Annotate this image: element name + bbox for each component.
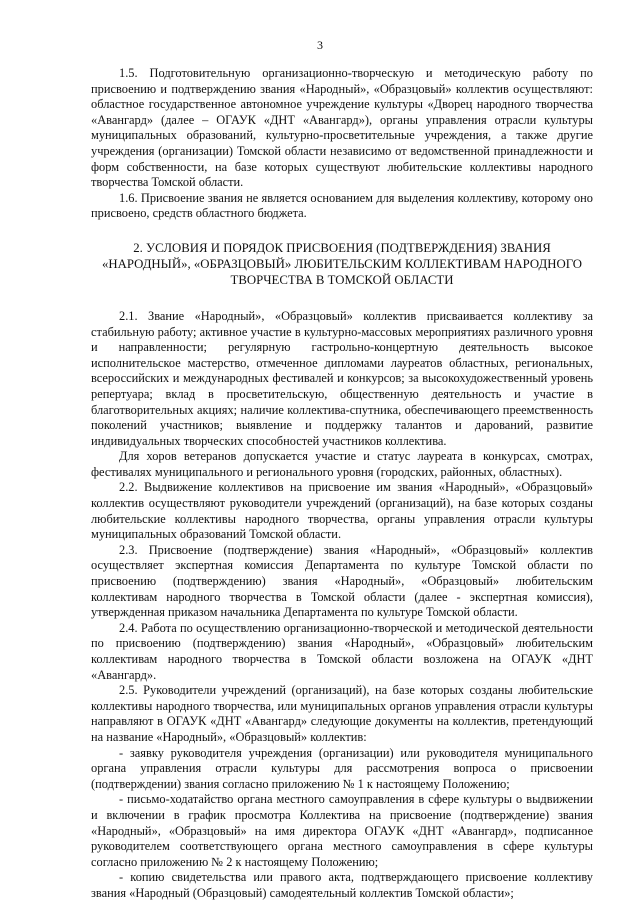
paragraph-2-3: 2.3. Присвоение (подтверждение) звания «Народный», «Образцовый» коллектив осуществляет экспертная комиссия Департамента по культуре Томской области по присвоению (подтверждению) звания «Народный», «Образцовый» любительским коллективам народного творчества в Томской области (далее - экспертная комиссия), утвержденная приказом начальника Департамента по культуре Томской области.: [91, 542, 593, 620]
paragraph-1-6: 1.6. Присвоение звания не является основанием для выделения коллективу, которому оно присвоено, средств областного бюджета.: [91, 190, 593, 221]
section-heading: [91, 240, 593, 288]
paragraph-1-5: 1.5. Подготовительную организационно-творческую и методическую работу по присвоению и подтверждению звания «Народный», «Образцовый» коллектив осуществляют: областное государственное автономное учреждение культуры «Дворец народного творчества «Авангард» (далее – ОГАУК «ДНТ «Авангард»), органы управления отрасли культуры муниципальных образований, культурно-просветительные учреждения, а также другие учреждения (организации) Томской области независимо от ведомственной принадлежности и форм собственности, на базе которых существуют любительские коллективы народного творчества Томской области.: [91, 66, 593, 190]
section-heading-line: «НАРОДНЫЙ», «ОБРАЗЦОВЫЙ» ЛЮБИТЕЛЬСКИМ КОЛЛЕКТИВАМ НАРОДНОГО: [101, 256, 583, 271]
page-number: 3: [317, 38, 323, 52]
paragraph-2-4: 2.4. Работа по осуществлению организационно-творческой и методической деятельности по присвоению (подтверждению) звания «Народный», «Образцовый» любительским коллективам народного творчества в Томской области возложена на ОГАУК «ДНТ «Авангард».: [91, 620, 593, 682]
paragraph-2-2: 2.2. Выдвижение коллективов на присвоение им звания «Народный», «Образцовый» коллектив осуществляют руководители учреждений (организаций), на базе которых созданы любительские коллективы народного творчества, органы управления отрасли культуры муниципальных образований Томской области.: [91, 480, 593, 542]
section-heading-line: ТВОРЧЕСТВА В ТОМСКОЙ ОБЛАСТИ: [230, 272, 454, 287]
document-body: [91, 66, 593, 902]
paragraph-2-5: 2.5. Руководители учреждений (организаций), на базе которых созданы любительские коллективы народного творчества, или муниципальных органов управления отрасли культуры направляют в ОГАУК «ДНТ «Авангард» следующие документы на коллектив, претендующий на название «Народный», «Образцовый» коллектив:: [91, 683, 593, 744]
list-item-application: - заявку руководителя учреждения (организации) или руководителя муниципального органа управления отрасли культуры для рассмотрения вопроса о присвоении (подтверждении) звания согласно приложению № 1 к настоящему Положению;: [91, 745, 593, 791]
list-item-certificate-copy: - копию свидетельства или правого акта, подтверждающего присвоение коллективу звания «Народный (Образцовый) самодеятельный коллектив Томской области»;: [91, 870, 593, 900]
section-heading-line: 2. УСЛОВИЯ И ПОРЯДОК ПРИСВОЕНИЯ (ПОДТВЕРЖДЕНИЯ) ЗВАНИЯ: [133, 240, 551, 255]
paragraph-2-1: 2.1. Звание «Народный», «Образцовый» коллектив присваивается коллективу за стабильную работу; активное участие в культурно-массовых мероприятиях различного уровня и направленности; регулярную гастрольно-концертную деятельность высокое исполнительское мастерство, отмеченное дипломами лауреатов областных, региональных, всероссийских и международных фестивалей и конкурсов; за высокохудожественный уровень репертуара; вклад в просветительскую, общественную деятельность и участие в благотворительных акциях; наличие коллектива-спутника, обеспечивающего преемственность поколений участников; выявление и поддержку талантов и дарований, развитие индивидуальных творческих способностей участников коллектива.: [91, 308, 593, 448]
list-item-petition-letter: - письмо-ходатайство органа местного самоуправления в сфере культуры о выдвижении и включении в график просмотра Коллектива на присвоение (подтверждение) звания «Народный», «Образцовый» на имя директора ОГАУК «ДНТ «Авангард», подписанное руководителем соответствующего органа местного самоуправления в сфере культуры согласно приложению № 2 к настоящему Положению;: [91, 792, 593, 869]
paragraph-veterans-choirs: Для хоров ветеранов допускается участие и статус лауреата в конкурсах, смотрах, фестивалях муниципального и регионального уровня (городских, районных, областных).: [91, 449, 593, 479]
